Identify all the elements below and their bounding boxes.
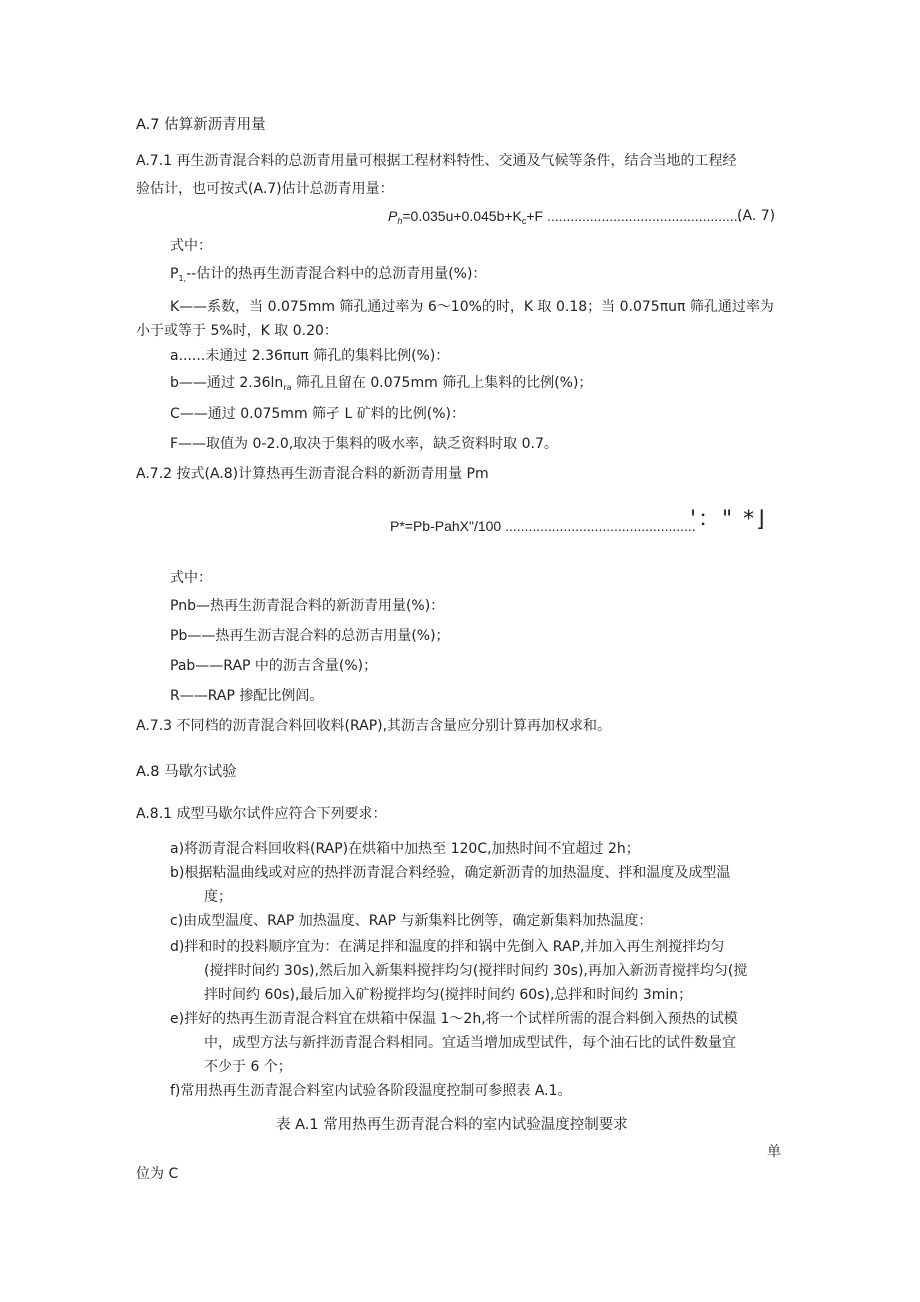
section-heading-a7: A.7 估算新沥青用量 <box>136 117 266 133</box>
definition-pb: Pb——热再生沥吉混合料的总沥吉用量(%)； <box>170 628 450 644</box>
paragraph-a7-2: A.7.2 按式(A.8)计算热再生沥青混合料的新沥青用量 Pm <box>136 466 489 482</box>
list-item-b-line1: b)根据粘温曲线或对应的热拌沥青混合料经验，确定新沥青的加热温度、拌和温度及成型温 <box>170 865 731 881</box>
list-item-d-line2: (搅拌时间约 30s),然后加入新集料搅拌均匀(搅拌时间约 30s),再加入新沥青搅拌均匀(搅 <box>204 963 748 979</box>
list-item-a: a)将沥青混合料回收料(RAP)在烘箱中加热至 120C,加热时间不宜超过 2h； <box>170 841 640 857</box>
list-item-e-line1: e)拌好的热再生沥青混合料宜在烘箱中保温 1～2h,将一个试样所需的混合料倒入预热的试模 <box>170 1011 738 1027</box>
list-item-e-line2: 中，成型方法与新拌沥青混合料相同。宜适当增加成型试件，每个油石比的试件数量宜 <box>204 1035 736 1051</box>
definition-c: C——通过 0.075mm 筛孑 L 矿料的比例(%)： <box>170 406 465 422</box>
definition-pab: Pab——RAP 中的沥吉含量(%)； <box>170 658 378 674</box>
paragraph-a7-1-line1: A.7.1 再生沥青混合料的总沥青用量可根据工程材料特性、交通及气候等条件，结合当地的工程经 <box>136 153 737 169</box>
paragraph-a8-1: A.8.1 成型马歇尔试件应符合下列要求： <box>136 806 387 822</box>
unit-note-part2: 位为 C <box>136 1166 179 1182</box>
where-label-2: 式中： <box>170 570 212 586</box>
paragraph-a7-1-line2: 验估计，也可按式(A.7)估计总沥青用量： <box>136 181 394 197</box>
paragraph-a7-3: A.7.3 不同档的沥青混合料回收料(RAP),其沥吉含量应分别计算再加权求和。 <box>136 718 612 734</box>
equation-a7: $P_h=0.035u+0.045b+K_c+F$ .................................................. <box>388 208 742 226</box>
list-item-d-line1: d)拌和时的投料顺序宜为：在满足拌和温度的拌和锅中先倒入 RAP,并加入再生剂搅拌均匀 <box>170 939 725 955</box>
definition-k-line2: 小于或等于 5%时，K 取 0.20： <box>136 323 338 339</box>
list-item-e-line3: 不少于 6 个； <box>204 1059 292 1075</box>
table-caption: 表 A.1 常用热再生沥青混合料的室内试验温度控制要求 <box>276 1117 628 1133</box>
list-item-d-line3: 拌时间约 60s),最后加入矿粉搅拌均匀(搅拌时间约 60s),总拌和时间约 3min； <box>204 987 693 1003</box>
definition-a: a......未通过 2.36πuπ 筛孔的集料比例(%)： <box>170 348 450 364</box>
unit-note-part1: 单 <box>767 1144 781 1160</box>
list-item-f: f)常用热再生沥青混合料室内试验各阶段温度控制可参照表 A.1。 <box>170 1083 572 1099</box>
definition-b: b——通过 $2.36\ln_{ra}$ 筛孔且留在 0.075mm 筛孔上集料的比例(%)； <box>170 375 593 392</box>
definition-f: F——取值为 0-2.0,取决于集料的吸水率，缺乏资料时取 0.7。 <box>170 436 558 452</box>
equation-a8: P*=Pb-PahX"/100 ................................................. <box>390 518 696 534</box>
definition-r: R——RAP 掺配比例闾。 <box>170 688 324 704</box>
list-item-b-line2: 度； <box>204 889 232 905</box>
equation-a7-label: (A. 7) <box>737 208 776 224</box>
section-heading-a8: A.8 马歇尔试验 <box>136 764 237 780</box>
equation-a8-label: '：" *⌋ <box>690 507 767 532</box>
where-label-1: 式中： <box>170 238 212 254</box>
definition-p1: $P_{1,}--$估计的热再生沥青混合料中的总沥青用量(%)： <box>170 266 487 283</box>
list-item-c: c)由成型温度、RAP 加热温度、RAP 与新集料比例等，确定新集料加热温度： <box>170 913 653 929</box>
definition-pnb: Pnb—热再生沥青混合料的新沥青用量(%)： <box>170 598 445 614</box>
definition-k-line1: K——系数，当 0.075mm 筛孔通过率为 6～10%的时，K 取 0.18；当 0.075πuπ 筛孔通过率为 <box>170 299 774 315</box>
